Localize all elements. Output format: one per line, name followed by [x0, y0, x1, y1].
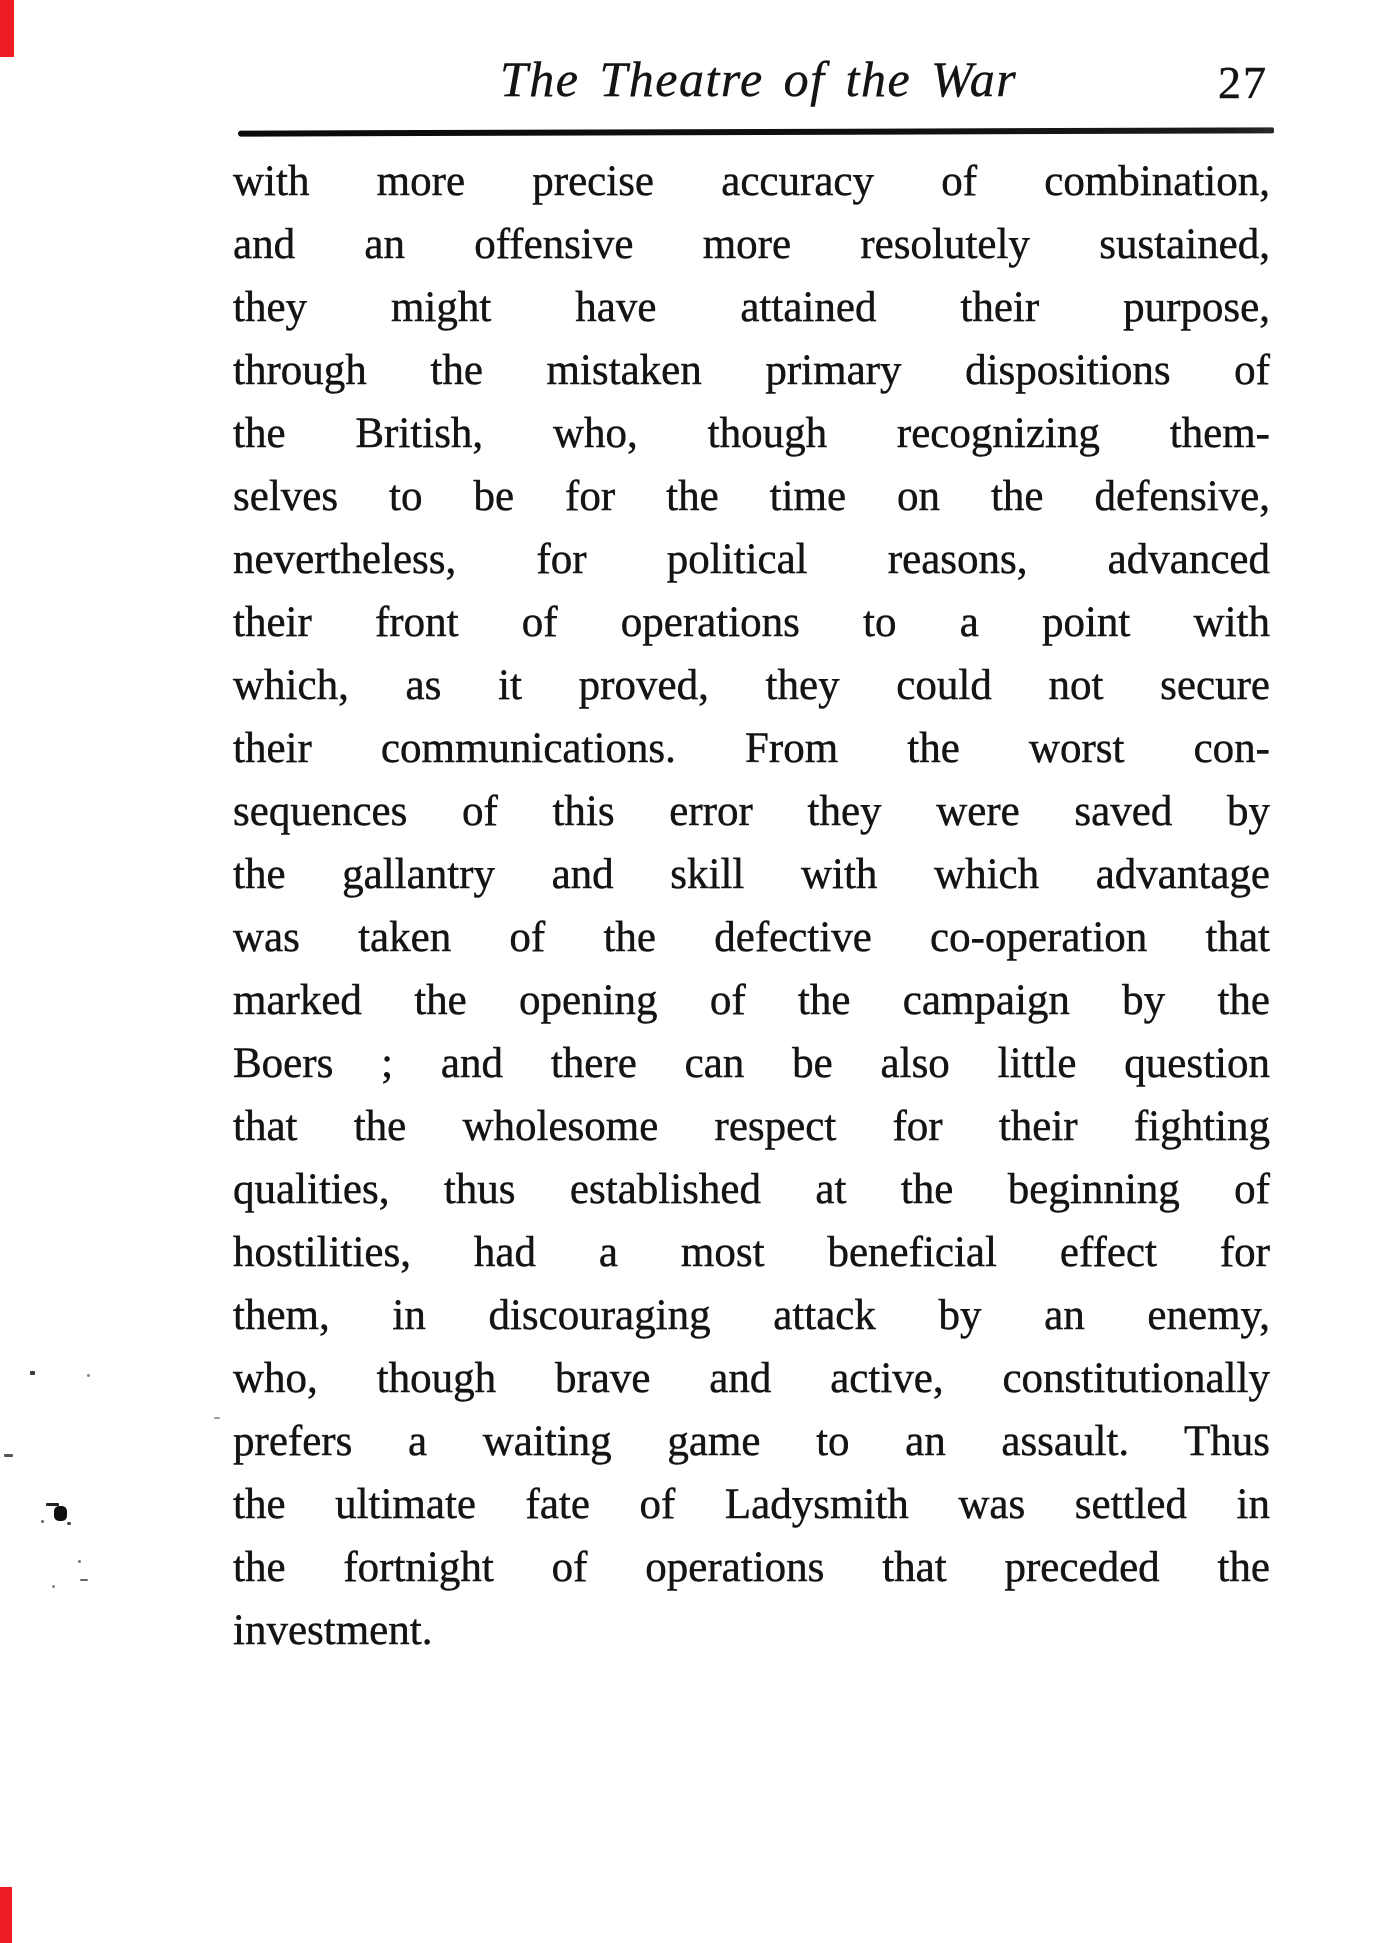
text-line: the fortnight of operations that preceded the [233, 1544, 1270, 1591]
speck [4, 1454, 13, 1457]
text-line: Boers ; and there can be also little question [233, 1040, 1270, 1087]
text-line: their front of operations to a point with [233, 599, 1270, 646]
text-line: sequences of this error they were saved by [233, 788, 1270, 835]
ink-blob [54, 1506, 67, 1521]
page-number: 27 [1218, 57, 1268, 108]
text-line: through the mistaken primary dispositions of [233, 347, 1270, 394]
red-edge-strip-top [0, 0, 14, 57]
text-line: they might have attained their purpose, [233, 284, 1270, 331]
page-title: The Theatre of the War [500, 51, 1018, 107]
red-edge-strip-bottom [0, 1887, 12, 1943]
text-line: the gallantry and skill with which advantage [233, 851, 1270, 898]
text-line: with more precise accuracy of combination, [233, 158, 1270, 205]
text-line: selves to be for the time on the defensive, [233, 473, 1270, 520]
text-line: qualities, thus established at the beginning of [233, 1166, 1270, 1213]
speck [41, 1520, 44, 1523]
text-line: which, as it proved, they could not secure [233, 662, 1270, 709]
speck [87, 1374, 90, 1377]
speck [80, 1579, 88, 1581]
text-line: the ultimate fate of Ladysmith was settled in [233, 1481, 1270, 1528]
text-line: them, in discouraging attack by an enemy, [233, 1292, 1270, 1339]
text-line: prefers a waiting game to an assault. Thus [233, 1418, 1270, 1465]
text-line: and an offensive more resolutely sustained, [233, 221, 1270, 268]
speck [67, 1522, 71, 1525]
speck [30, 1371, 35, 1375]
text-line: investment. [233, 1607, 433, 1654]
speck [214, 1417, 220, 1419]
text-line: marked the opening of the campaign by the [233, 977, 1270, 1024]
text-line: was taken of the defective co-operation that [233, 914, 1270, 961]
header-rule-divider [238, 127, 1274, 136]
running-header [0, 0, 1385, 120]
body-text [233, 150, 1270, 1662]
text-line: the British, who, though recognizing them- [233, 410, 1270, 457]
text-line: hostilities, had a most beneficial effect for [233, 1229, 1270, 1276]
speck [78, 1560, 81, 1563]
text-line: their communications. From the worst con- [233, 725, 1270, 772]
speck [52, 1585, 55, 1588]
text-line: who, though brave and active, constitutionally [233, 1355, 1270, 1402]
text-line: nevertheless, for political reasons, advanced [233, 536, 1270, 583]
text-line: that the wholesome respect for their fighting [233, 1103, 1270, 1150]
